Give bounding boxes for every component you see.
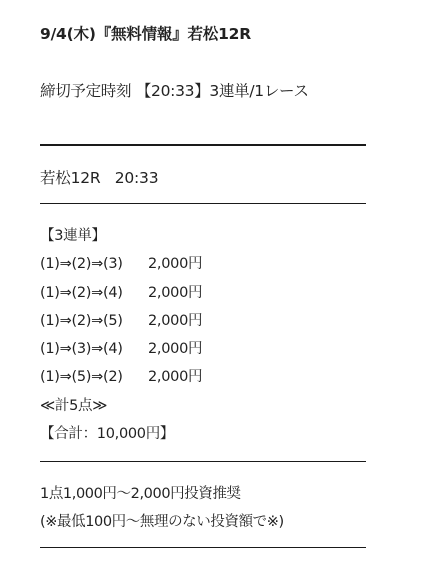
deadline-info: 締切予定時刻 【20:33】3連単/1レース — [40, 82, 309, 100]
section-divider-thick — [40, 144, 366, 146]
bet-combo: (1)⇒(3)⇒(4) — [40, 341, 123, 358]
bet-row — [40, 307, 202, 335]
bet-amount: 2,000円 — [148, 341, 203, 358]
section-divider — [40, 461, 366, 462]
bet-amount: 2,000円 — [148, 256, 203, 273]
investment-recommendation: 1点1,000円～2,000円投資推奨 — [40, 486, 241, 502]
race-label: 若松12R — [40, 169, 101, 187]
bet-combo: (1)⇒(2)⇒(3) — [40, 256, 123, 273]
bet-combo: (1)⇒(2)⇒(5) — [40, 312, 123, 329]
bet-combo: (1)⇒(2)⇒(4) — [40, 284, 123, 301]
investment-caution: (※最低100円～無理のない投資額で※) — [40, 514, 284, 531]
investment-notes — [40, 480, 284, 537]
bet-row — [40, 250, 202, 278]
bet-count: ≪計5点≫ — [40, 397, 108, 414]
bet-amount: 2,000円 — [148, 312, 203, 329]
race-info — [40, 166, 158, 188]
bet-total: 【合計：10,000円】 — [40, 426, 175, 443]
bet-type-heading: 【3連単】 — [40, 228, 106, 244]
bet-row — [40, 363, 202, 391]
post-title: 9/4(木)『無料情報』若松12R — [40, 25, 252, 43]
bet-row — [40, 335, 202, 363]
bet-amount: 2,000円 — [148, 369, 203, 386]
bet-amount: 2,000円 — [148, 284, 203, 301]
race-time: 20:33 — [114, 169, 159, 187]
bet-list — [40, 222, 202, 448]
section-divider — [40, 547, 366, 548]
section-divider — [40, 203, 366, 204]
bet-row — [40, 279, 202, 307]
bet-combo: (1)⇒(5)⇒(2) — [40, 369, 123, 386]
post-content — [40, 0, 366, 581]
